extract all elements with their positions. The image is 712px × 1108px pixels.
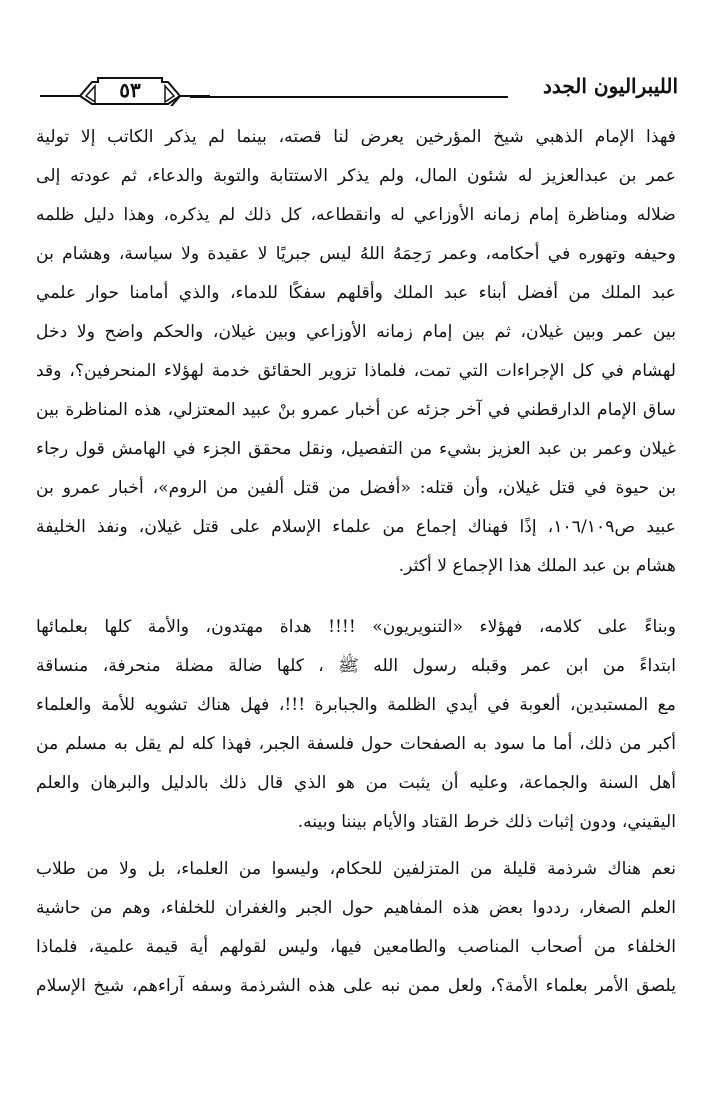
text-line: اليقيني، ودون إثبات ذلك خرط القتاد والأيام بيننا وبينه. bbox=[297, 812, 676, 832]
page-header bbox=[40, 72, 678, 112]
text-line: وحيفه وتهوره في أحكامه، وعمر رَحِمَهُ اللهُ ليس جبريًا لا عقيدة ولا سياسة، وهشام بن bbox=[36, 244, 676, 264]
text-line: أهل السنة والجماعة، وعليه أن يثبت من هو الذي قال ذلك بالدليل والبرهان والعلم bbox=[36, 773, 676, 793]
text-line: ضلاله ومناظرة إمام زمانه الأوزاعي له وانقطاعه، كل ذلك لم يذكره، وهذا دليل ظلمه bbox=[36, 205, 676, 225]
header-rule bbox=[190, 96, 508, 98]
text-line: عمر بن عبدالعزيز له شئون المال، ولم يذكر الاستتابة والتوبة والدعاء، ثم عودته إلى bbox=[36, 166, 676, 186]
text-line: هشام بن عبد الملك هذا الإجماع لا أكثر. bbox=[398, 556, 676, 576]
page-body bbox=[36, 118, 676, 1006]
text-line: لهشام في كل الإجراءات التي تمت، فلماذا تزوير الحقائق خدمة لهؤلاء المنحرفين؟، وقد bbox=[36, 361, 676, 381]
text-line: فهذا الإمام الذهبي شيخ المؤرخين يعرض لنا قصته، بينما لم يذكر الكاتب إلا تولية bbox=[36, 127, 676, 147]
text-line: يلصق الأمر بعلماء الأمة؟، ولعل ممن نبه على هذه الشرذمة وسفه آراءهم، شيخ الإسلام bbox=[36, 976, 676, 996]
text-line: بين عمر وبين غيلان، ثم بين إمام زمانه الأوزاعي وبين غيلان، والحكم واضح ولا دخل bbox=[36, 322, 676, 342]
text-line: ساق الإمام الدارقطني في آخر جزئه عن أخبار عمرو بنْ عبيد المعتزلي، هذه المناظرة بين bbox=[36, 400, 676, 420]
text-line: غيلان وعمر بن عبد العزيز بشيء من التفصيل، ونقل محقق الجزء في الهامش قول رجاء bbox=[36, 439, 676, 459]
page-number: ٥٣ bbox=[119, 78, 141, 102]
paragraph-1 bbox=[36, 118, 676, 598]
text-line: مع المستبدين، ألعوبة في أيدي الظلمة والجبابرة !!!، فهل هناك تشويه للأمة والعلماء bbox=[36, 695, 676, 715]
text-line: ابتداءً من ابن عمر وقبله رسول الله ﷺ ، كلها ضالة مضلة منحرفة، منساقة bbox=[36, 656, 676, 676]
text-line: العلم الصغار، رددوا بعض هذه المفاهيم حول الجبر والغفران للخلفاء، وهم من حاشية bbox=[36, 898, 676, 918]
paragraph-3 bbox=[36, 850, 676, 1006]
text-line: عبيد ص١٠٦/١٠٩، إذًا فهناك إجماع من علماء الإسلام على قتل غيلان، ونفذ الخليفة bbox=[36, 517, 676, 537]
text-line: عبد الملك من أفضل أبناء عبد الملك وأقلهم سفكًا للدماء، والذي أمامنا حوار علمي bbox=[36, 283, 676, 303]
text-line: بن حيوة في قتل غيلان، وأن قتله: «أفضل من قتل ألفين من الروم»، أخبار عمرو بن bbox=[36, 478, 676, 498]
text-line: الخلفاء من أصحاب المناصب والطامعين فيها، وليس لقولهم أية قيمة علمية، فلماذا bbox=[36, 937, 676, 957]
text-line: وبناءً على كلامه، فهؤلاء «التنويريون» !!!! هداة مهتدون، والأمة كلها بعلمائها bbox=[36, 617, 676, 637]
text-line: نعم هناك شرذمة قليلة من المتزلفين للحكام، وليسوا من العلماء، بل ولا من طلاب bbox=[36, 859, 676, 879]
running-title: الليبراليون الجدد bbox=[542, 74, 678, 98]
paragraph-2 bbox=[36, 608, 676, 842]
text-line: أكبر من ذلك، أما ما سود به الصفحات حول فلسفة الجبر، فهذا كله لم يقل به مسلم من bbox=[36, 734, 676, 754]
